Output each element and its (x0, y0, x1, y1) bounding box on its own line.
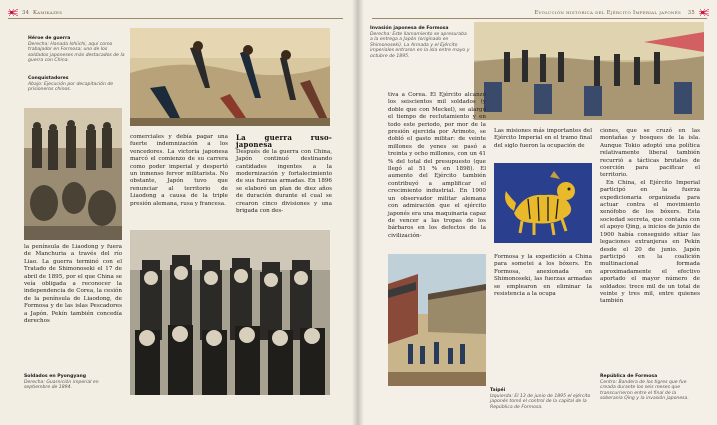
photo-soldiers-pyongyang (130, 230, 330, 395)
right-header (358, 0, 717, 22)
paragraph: ciones, que se cruzó en las montañas y bosques de la isla. Aunque Tokio adoptó una política relativamente liberal también recurrió a tácticas brutales de coerción para pacificar el territorio. (600, 128, 700, 179)
header-rule (8, 18, 343, 19)
paragraph: Las misiones más importantes del Ejército Imperial en el tramo final del siglo fueron la ocupación de (494, 128, 592, 149)
caption-soldiers (24, 374, 124, 391)
paragraph: comerciales y debía pagar una fuerte indemnización a los vencedores. La victoria japonesa marcó el comienzo de su carrera como poder imperial y despertó un inmenso fervor militarista. No obstante, Japón tuvo que renunciar al territorio de Liaodong a causa de la triple presión alemana, rusa y francesa. (130, 134, 228, 207)
left-header (0, 0, 358, 22)
painting-formosa-invasion (474, 22, 704, 120)
text-column-1 (388, 92, 486, 240)
book-gutter (352, 0, 364, 425)
caption-taipei (490, 388, 594, 410)
caption-body: Derecha: Guarnición imperial en septiembre de 1894. (24, 379, 99, 391)
text-column-mid (494, 254, 592, 298)
paragraph: la península de Liaodong y fuera de Manchuria a través del río Liao. La guerra terminó con el Tratado de Shimonoseki el 17 de abril de 1895, por el que China se veía obligada a reconocer la independencia de Corea, la cesión de la península de Liaodong, de Formosa y de las islas Pescadores a Japón. Pekín también concedía derechos (24, 244, 122, 325)
paragraph: tiva a Corea. El Ejército alcanzó los seiscientos mil soldados (y doble que con Meckel), se alargó el tiempo de reclutamiento y en todo este periodo, por mor de la presión ejercida por Arimoto, se dobló el gasto militar: de veinte millones de yenes se pasó a treinta y ocho millones, con un 41 % del total del presupuesto (que llegó al 51 % en 1898). El aumento del Ejército también contribuyó a amplificar el crecimiento industrial. En 1900 un observador militar alemana con admiración que el ejército japonés era una maquinaria capaz de vencer a las tropas de los bárbaros en los defectos de la civilización- (388, 92, 486, 239)
caption-republic (600, 374, 700, 402)
caption-title: Taipéi (490, 388, 506, 393)
woodblock-print-battle (130, 28, 330, 126)
flag-republic-of-formosa (494, 163, 592, 243)
caption-title: República de Formosa (600, 374, 658, 379)
caption-body: Derecha: Hanada Ishiichi, aquí como trabajador en Formosa; uno de los soldados japoneses más destacados de la guerra con China. (28, 41, 125, 64)
caption-body: Abajo: Ejecución por decapitación de prisioneros chinos. (28, 81, 114, 93)
caption-invasion (370, 26, 470, 60)
caption-title: Héroe de guerra (28, 36, 71, 41)
running-title: Evolución histórica del Ejército Imperial japonés (534, 10, 681, 16)
caption-hero (28, 36, 126, 64)
caption-title: Invasión japonesa de Formosa (370, 26, 449, 31)
running-title: Kamikazes (33, 10, 63, 16)
page-number: 34 (22, 10, 30, 16)
text-column-1 (24, 244, 122, 325)
header-rule (372, 18, 707, 19)
text-column-3 (236, 134, 332, 215)
left-page (0, 0, 358, 425)
caption-conquerors (28, 76, 126, 93)
paragraph: En China, el Ejército Imperial participó en la fuerza expedicionaria organizada para actuar contra el movimiento xenófobo de los bóxers. Esta sociedad secreta, que contaba con el apoyo Qing, a inicios de junio de 1900 había conseguido sitiar las legaciones extranjeras en Pekín desde el 20 de junio. Japón participó en la coalición multinacional formada aproximadamente el efectivo aportado el mayor número de soldados: trece mil de un total de veinte y tres mil, entre quienes también (600, 179, 700, 305)
section-heading: La guerra ruso-japonesa (236, 133, 332, 150)
paragraph: Después de la guerra con China, Japón continuó destinando cantidades ingentes a la modernización y fortalecimiento de sus fuerzas armadas. En 1896 se elaboró un plan de diez años de duración durante el cual se crearon cinco divisiones y una brigada con des- (236, 148, 332, 215)
right-page (358, 0, 717, 425)
paragraph: Formosa y la expedición a China para sometei a los bóxers. En Formosa, anexionada en Shimonoseki, las fuerzas armadas se emplearon en eliminar la resistencia a la ocupa (494, 254, 592, 298)
photo-execution (24, 108, 122, 240)
painting-taipei (388, 254, 486, 386)
text-column-3 (600, 128, 700, 306)
text-column-2 (130, 134, 228, 208)
text-column-2 (494, 128, 592, 150)
caption-title: Conquistadores (28, 76, 69, 81)
caption-body: Derecha: Este llamamiento se apresuraba a la entrega a Japón (originado en Shimonoseki). La Armada y el Ejército imperiales entraron en la isla entre mayo y octubre de 1895. (370, 31, 470, 59)
caption-title: Soldados en Pyongyang (24, 374, 87, 379)
page-number: 35 (687, 10, 695, 16)
rising-sun-flag-icon (8, 9, 18, 16)
caption-body: Izquierda: El 13 de junio de 1895 el ejército japonés tomó el control de la capital de la República de Formosa. (490, 393, 591, 410)
rising-sun-flag-icon (699, 9, 709, 16)
caption-body: Centro: Bandera de los tigres que fue creada durante los seis meses que transcurrieron entre el final de la soberanía Qing y la invasión japonesa. (600, 379, 689, 402)
